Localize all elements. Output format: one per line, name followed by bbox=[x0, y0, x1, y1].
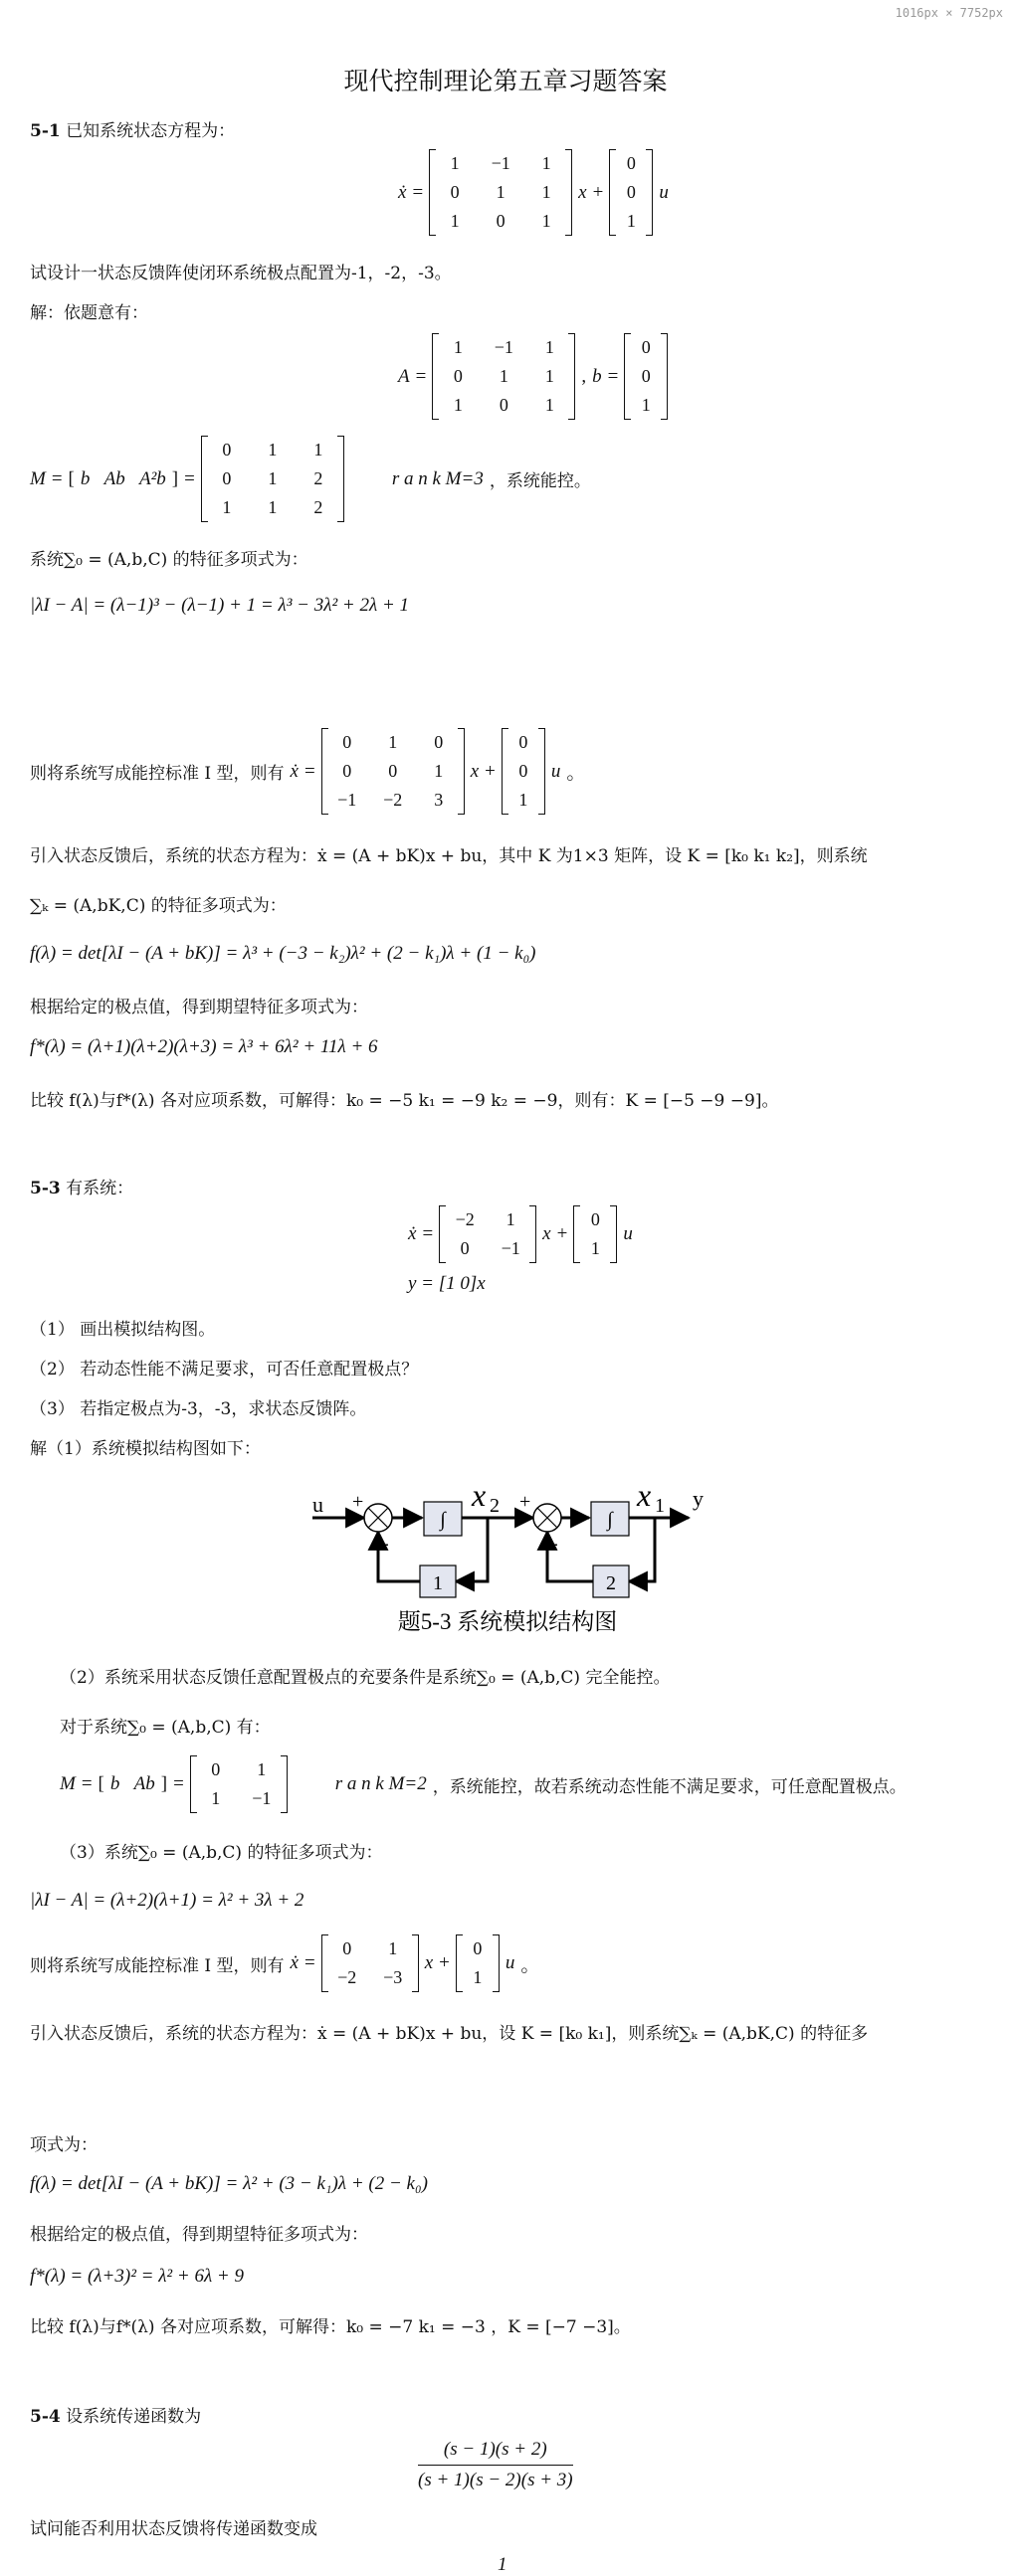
matrix-cell: 0 bbox=[518, 761, 528, 781]
matrix-cell: 1 bbox=[496, 182, 506, 202]
output-label: y bbox=[693, 1486, 704, 1511]
result-5-1: 比较 f(λ)与f*(λ) 各对应项系数，可解得：k₀ = −5 k₁ = −9 k₂ = −9，则有：K = [−5 −9 −9]。 bbox=[30, 1091, 779, 1111]
matrix-cell: 1 bbox=[450, 211, 460, 231]
closed-loop-poly-5-3: f(λ) = det[λI − (A + bK)] = λ² + (3 − k₁)λ + (2 − k₀) bbox=[30, 2173, 428, 2194]
matrix-cell: 1 bbox=[473, 1967, 483, 1987]
matrix-cell: 0 bbox=[222, 468, 232, 488]
problem-5-1-intro: 5-1 已知系统状态方程为： bbox=[30, 121, 236, 141]
matrix-cell: 0 bbox=[342, 1938, 352, 1958]
matrix-cell: 1 bbox=[222, 497, 232, 517]
matrix-cell: 1 bbox=[541, 182, 551, 202]
matrix-cell: −1 bbox=[252, 1788, 272, 1808]
question-1: （1） 画出模拟结构图。 bbox=[30, 1320, 216, 1340]
feedback-statement-5-1: 引入状态反馈后，系统的状态方程为：ẋ = (A + bK)x + bu，其中 K 为1×3 矩阵，设 K = [k₀ k₁ k₂]，则系统 bbox=[30, 846, 868, 866]
diagram-caption: 题5-3 系统模拟结构图 bbox=[397, 1609, 618, 1634]
question-2: （2） 若动态性能不满足要求，可否任意配置极点？ bbox=[30, 1360, 419, 1380]
svg-text:2: 2 bbox=[490, 1495, 500, 1517]
integrator-symbol: ∫ bbox=[440, 1509, 446, 1531]
char-poly-5-3: |λI − A| = (λ+2)(λ+1) = λ² + 3λ + 2 bbox=[30, 1890, 304, 1911]
image-size-label: 1016px × 7752px bbox=[895, 6, 1003, 20]
matrix-cell: 1 bbox=[434, 761, 444, 781]
matrix-cell: 0 bbox=[342, 732, 352, 752]
given-matrices-5-1: A = 1 −1 1 0 1 1 1 0 1 , b = 0 0 1 bbox=[398, 333, 668, 420]
matrix-cell: 1 bbox=[257, 1759, 267, 1779]
solution-5-3-part1: 解（1）系统模拟结构图如下： bbox=[30, 1439, 261, 1459]
matrix-cell: 1 bbox=[518, 790, 528, 810]
matrix-cell: 1 bbox=[544, 366, 554, 386]
matrix-cell: 1 bbox=[388, 1938, 398, 1958]
matrix-cell: 1 bbox=[626, 211, 636, 231]
matrix-cell: 0 bbox=[518, 732, 528, 752]
problem-5-1-task: 试设计一状态反馈阵使闭环系统极点配置为-1，-2，-3。 bbox=[30, 264, 452, 283]
plus-sign: + bbox=[352, 1491, 364, 1513]
svg-text:1: 1 bbox=[655, 1495, 665, 1517]
matrix-cell: 0 bbox=[641, 366, 651, 386]
solution-5-3-part2b: 对于系统∑₀ = (A,b,C) 有： bbox=[60, 1718, 271, 1738]
desired-label-5-3: 根据给定的极点值，得到期望特征多项式为： bbox=[30, 2225, 368, 2245]
matrix-cell: 0 bbox=[496, 211, 506, 231]
matrix-cell: −2 bbox=[455, 1209, 475, 1229]
matrix-cell: 0 bbox=[499, 395, 508, 415]
matrix-cell: −1 bbox=[501, 1238, 520, 1258]
transfer-function-numerator: (s − 1)(s + 2) bbox=[418, 2439, 573, 2466]
char-poly-5-1: |λI − A| = (λ−1)³ − (λ−1) + 1 = λ³ − 3λ² + 2λ + 1 bbox=[30, 595, 410, 616]
desired-poly-5-3: f*(λ) = (λ+3)² = λ² + 6λ + 9 bbox=[30, 2266, 245, 2287]
integrator-symbol: ∫ bbox=[607, 1509, 613, 1531]
matrix-cell: 1 bbox=[541, 153, 551, 173]
matrix-cell: 2 bbox=[313, 497, 323, 517]
matrix-cell: 0 bbox=[460, 1238, 470, 1258]
solution-5-3-part3: （3）系统∑₀ = (A,b,C) 的特征多项式为： bbox=[60, 1843, 383, 1863]
solution-5-1-start: 解：依题意有： bbox=[30, 303, 148, 323]
matrix-cell: 1 bbox=[313, 440, 323, 460]
page-title: 现代控制理论第五章习题答案 bbox=[343, 67, 668, 95]
rank-expression: r a n k M=3 bbox=[391, 467, 484, 489]
rank-expression: r a n k M=2 bbox=[334, 1773, 427, 1794]
matrix-cell: 0 bbox=[641, 337, 651, 357]
feedback-statement-5-3-cont: 项式为： bbox=[30, 2135, 98, 2155]
state-equation-5-1: ẋ = 1 −1 1 0 1 1 1 0 1 x + 0 0 1 u bbox=[398, 149, 669, 236]
canonical-form-5-1: 则将系统写成能控标准 I 型，则有 ẋ = 0 1 0 0 0 1 −1 −2 3 x + 0 0 1 u 。 bbox=[30, 728, 585, 815]
feedback-statement-5-1-cont: ∑ₖ = (A,bK,C) 的特征多项式为： bbox=[30, 896, 287, 916]
summing-junction-2 bbox=[533, 1504, 561, 1532]
desired-poly-5-1: f*(λ) = (λ+1)(λ+2)(λ+3) = λ³ + 6λ² + 11λ + 6 bbox=[30, 1036, 378, 1057]
matrix-cell: 1 bbox=[544, 337, 554, 357]
matrix-cell: 1 bbox=[590, 1238, 600, 1258]
matrix-cell: 1 bbox=[541, 211, 551, 231]
state-label-x2: x bbox=[472, 1477, 487, 1513]
transfer-function bbox=[418, 2439, 573, 2491]
matrix-cell: 1 bbox=[450, 153, 460, 173]
minus-sign: - bbox=[551, 1533, 558, 1555]
question-3: （3） 若指定极点为-3，-3，求状态反馈阵。 bbox=[30, 1399, 367, 1419]
output-equation-5-3: y = [1 0]x bbox=[408, 1273, 486, 1294]
desired-label-5-1: 根据给定的极点值，得到期望特征多项式为： bbox=[30, 998, 368, 1017]
gain-label: 1 bbox=[433, 1572, 443, 1594]
matrix-cell: 0 bbox=[473, 1938, 483, 1958]
matrix-cell: 1 bbox=[268, 468, 278, 488]
controllability-matrix-5-1: M = [ b Ab A²b ] = 0 1 1 0 1 2 1 1 2 r a n k M=3 ，系统能控。 bbox=[30, 436, 591, 522]
controllability-conclusion: ，系统能控，故若系统动态性能不满足要求，可任意配置极点。 bbox=[432, 1776, 907, 1797]
problem-number: 5-4 bbox=[30, 2407, 61, 2427]
matrix-M bbox=[190, 1755, 288, 1813]
matrix-cell: 0 bbox=[626, 182, 636, 202]
simulation-block-diagram bbox=[299, 1470, 716, 1649]
matrix-cell: 1 bbox=[268, 440, 278, 460]
matrix-cell: −1 bbox=[494, 337, 513, 357]
matrix-cell: 0 bbox=[453, 366, 463, 386]
matrix-cell: 1 bbox=[544, 395, 554, 415]
matrix-cell: −3 bbox=[383, 1967, 403, 1987]
solution-5-3-part2: （2）系统采用状态反馈任意配置极点的充要条件是系统∑₀ = (A,b,C) 完全能控。 bbox=[60, 1668, 671, 1688]
matrix-cell: 0 bbox=[450, 182, 460, 202]
matrix-cell: 0 bbox=[342, 761, 352, 781]
matrix-canonical-A bbox=[321, 1934, 419, 1992]
matrix-canonical-b bbox=[502, 728, 545, 815]
matrix-cell: 1 bbox=[641, 395, 651, 415]
closed-loop-poly-5-1: f(λ) = det[λI − (A + bK)] = λ³ + (−3 − k₂)λ² + (2 − k₁)λ + (1 − k₀) bbox=[30, 943, 536, 964]
state-label-x1: x bbox=[637, 1477, 652, 1513]
feedback-statement-5-3: 引入状态反馈后，系统的状态方程为：ẋ = (A + bK)x + bu，设 K = [k₀ k₁]，则系统∑ₖ = (A,bK,C) 的特征多 bbox=[30, 2024, 869, 2044]
gain-label: 2 bbox=[606, 1572, 616, 1594]
matrix-cell: 1 bbox=[506, 1209, 515, 1229]
char-poly-label-5-1: 系统∑₀ = (A,b,C) 的特征多项式为： bbox=[30, 550, 308, 570]
matrix-b bbox=[573, 1205, 617, 1263]
matrix-cell: 0 bbox=[211, 1759, 221, 1779]
controllability-matrix-5-3: M = [ b Ab ] = 0 1 1 −1 r a n k M=2 ，系统能控，故若系统动态性能不满足要求，可任意配置极点。 bbox=[60, 1755, 907, 1813]
matrix-A bbox=[429, 149, 572, 236]
matrix-b bbox=[624, 333, 668, 420]
matrix-cell: 2 bbox=[313, 468, 323, 488]
matrix-canonical-A bbox=[321, 728, 465, 815]
matrix-A bbox=[432, 333, 575, 420]
matrix-cell: 1 bbox=[499, 366, 508, 386]
matrix-M bbox=[201, 436, 344, 522]
matrix-cell: −2 bbox=[337, 1967, 357, 1987]
problem-number: 5-1 bbox=[30, 121, 61, 141]
state-equation-5-3: ẋ = −2 1 0 −1 x + 0 1 u bbox=[408, 1205, 633, 1263]
problem-5-3-intro: 5-3 有系统： bbox=[30, 1179, 134, 1198]
canonical-form-5-3: 则将系统写成能控标准 I 型，则有 ẋ = 0 1 −2 −3 x + 0 1 u 。 bbox=[30, 1934, 539, 1992]
matrix-cell: −1 bbox=[337, 790, 357, 810]
matrix-cell: 1 bbox=[388, 732, 398, 752]
matrix-cell: −2 bbox=[383, 790, 403, 810]
result-5-3: 比较 f(λ)与f*(λ) 各对应项系数，可解得：k₀ = −7 k₁ = −3 ，K = [−7 −3]。 bbox=[30, 2317, 631, 2337]
matrix-cell: 0 bbox=[222, 440, 232, 460]
matrix-b bbox=[609, 149, 653, 236]
transfer-function-denominator: (s + 1)(s − 2)(s + 3) bbox=[418, 2470, 573, 2490]
controllability-conclusion: ，系统能控。 bbox=[489, 471, 591, 491]
plus-sign: + bbox=[519, 1491, 531, 1513]
matrix-cell: 0 bbox=[626, 153, 636, 173]
matrix-cell: 3 bbox=[434, 790, 444, 810]
matrix-canonical-b bbox=[456, 1934, 500, 1992]
matrix-cell: 0 bbox=[434, 732, 444, 752]
problem-5-4-intro: 5-4 设系统传递函数为 bbox=[30, 2407, 202, 2427]
matrix-cell: 1 bbox=[211, 1788, 221, 1808]
feedback-path-2 bbox=[629, 1518, 655, 1581]
matrix-A bbox=[439, 1205, 536, 1263]
matrix-cell: 1 bbox=[453, 395, 463, 415]
minus-sign: - bbox=[382, 1533, 389, 1555]
problem-5-4-task: 试问能否利用状态反馈将传递函数变成 bbox=[30, 2519, 317, 2539]
problem-number: 5-3 bbox=[30, 1179, 61, 1198]
matrix-cell: −1 bbox=[491, 153, 510, 173]
matrix-cell: 0 bbox=[590, 1209, 600, 1229]
target-transfer-function: 1 bbox=[498, 2554, 507, 2575]
input-label: u bbox=[312, 1492, 323, 1517]
matrix-cell: 1 bbox=[453, 337, 463, 357]
summing-junction-1 bbox=[364, 1504, 392, 1532]
matrix-cell: 0 bbox=[388, 761, 398, 781]
matrix-cell: 1 bbox=[268, 497, 278, 517]
